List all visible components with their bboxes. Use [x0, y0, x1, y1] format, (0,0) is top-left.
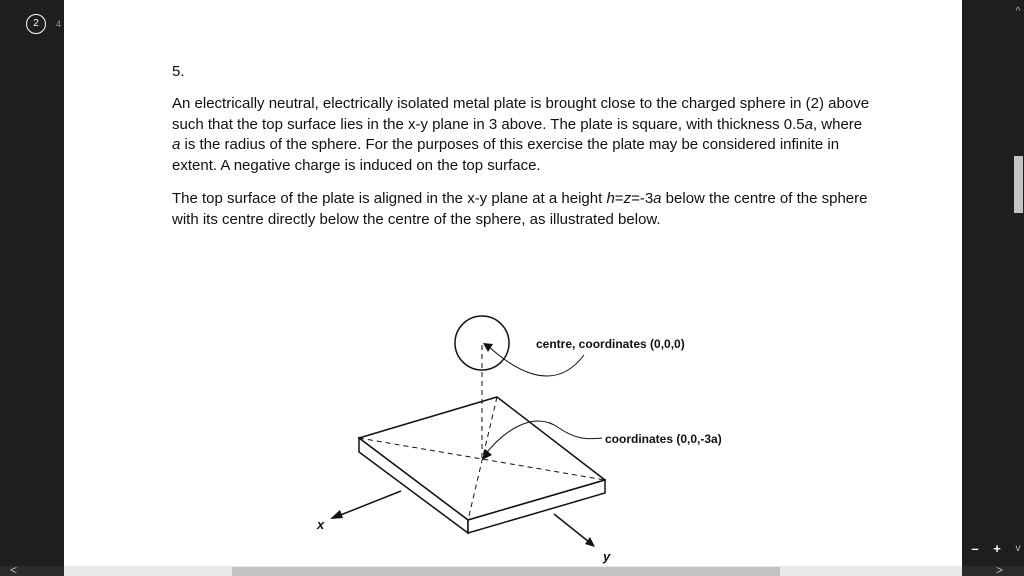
- x-axis-line: [338, 491, 401, 516]
- scroll-up-arrow-icon[interactable]: ^: [1015, 6, 1021, 17]
- scroll-left-arrow-icon[interactable]: <: [10, 563, 18, 576]
- zoom-out-button[interactable]: –: [971, 541, 979, 556]
- vertical-scrollbar[interactable]: [1012, 0, 1024, 566]
- p1-text-3: is the radius of the sphere. For the purposes of this exercise the plate may be considered infinite in extent. A negative charge is induced on the top surface.: [172, 136, 840, 175]
- scroll-right-arrow-icon[interactable]: >: [996, 563, 1004, 576]
- p2-val: =-3: [631, 190, 654, 207]
- plate-sphere-diagram: [64, 0, 962, 566]
- vertical-scroll-thumb[interactable]: [1014, 156, 1023, 213]
- centre-arrowhead: [483, 343, 493, 352]
- axis-label-x: x: [317, 517, 325, 532]
- scroll-down-arrow-icon[interactable]: v: [1015, 543, 1021, 554]
- p1-text-2: , where: [812, 115, 863, 133]
- hscroll-right-segment: [962, 566, 1024, 576]
- zoom-in-button[interactable]: +: [993, 541, 1001, 556]
- horizontal-scroll-thumb[interactable]: [232, 567, 780, 576]
- label-centre: centre, coordinates (0,0,0): [536, 337, 685, 351]
- document-page: [64, 0, 962, 566]
- right-rail: [962, 0, 1012, 566]
- x-axis-arrowhead: [330, 510, 343, 519]
- y-axis-arrowhead: [585, 537, 595, 547]
- p1-var-a-2: a: [172, 136, 181, 154]
- p2-text-1: The top surface of the plate is aligned in the x-y plane at a height: [172, 190, 607, 207]
- p2-var-h: h: [606, 190, 615, 207]
- p2-var-z: z: [623, 190, 632, 207]
- current-page-indicator[interactable]: 2: [26, 14, 46, 34]
- question-number: 5.: [172, 63, 185, 80]
- p2-var-a: a: [653, 190, 662, 207]
- sphere-circle: [455, 316, 509, 370]
- y-axis-line: [554, 514, 589, 542]
- p2-text-2: below the centre of the sphere with its centre directly below the centre of the sphere, as illustrated below.: [172, 190, 868, 228]
- page-total: 4: [56, 19, 62, 29]
- label-plate: coordinates (0,0,-3a): [605, 432, 722, 446]
- p1-var-a-1: a: [804, 115, 813, 133]
- p2-eq: =: [614, 190, 624, 207]
- p1-text-1: An electrically neutral, electrically isolated metal plate is brought close to the charged sphere in (2) above such that the top surface lies in the x-y plane in 3 above. The plate is square, with thickness 0.5: [172, 95, 870, 133]
- axis-label-y: y: [603, 549, 611, 564]
